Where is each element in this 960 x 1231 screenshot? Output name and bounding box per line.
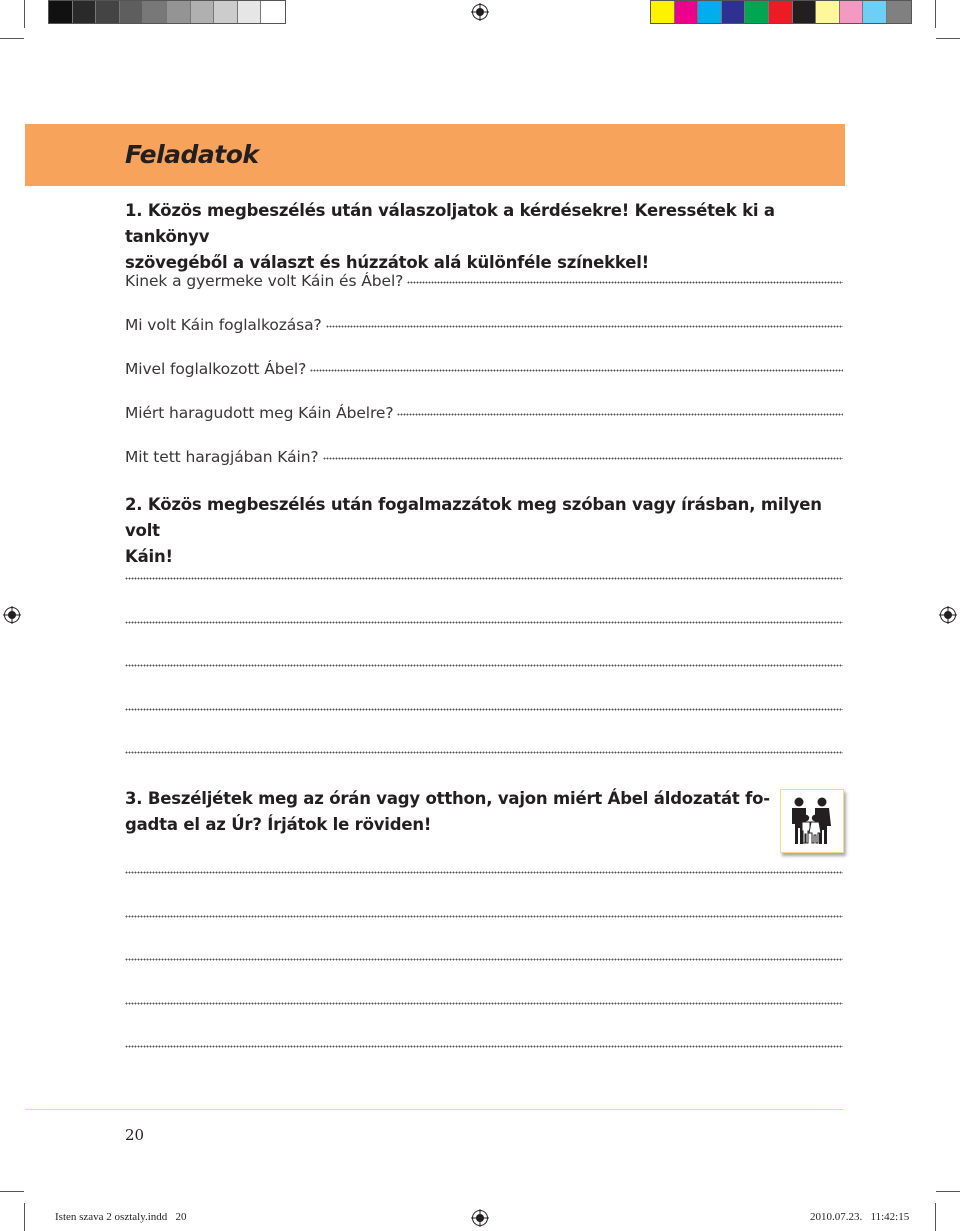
task-3-heading [125,786,775,838]
registration-mark-icon [939,606,957,624]
task-1-heading [125,198,845,276]
question-row [125,442,843,466]
color-swatch [816,1,840,23]
answer-line[interactable] [326,325,843,329]
question-row [125,266,843,290]
color-swatch [143,1,167,23]
color-swatch [675,1,699,23]
question-text: Kinek a gyermeke volt Káin és Ábel? [125,272,404,290]
color-swatch [840,1,864,23]
color-swatch [722,1,746,23]
question-text: Mit tett haragjában Káin? [125,448,319,466]
color-swatch [49,1,73,23]
slug-filename: Isten szava 2 osztaly.indd 20 [55,1211,187,1223]
color-bar-process [650,0,912,24]
color-swatch [191,1,215,23]
answer-line[interactable] [125,577,843,580]
answer-line[interactable] [125,915,843,918]
color-swatch [793,1,817,23]
answer-line[interactable] [407,281,843,285]
answer-line[interactable] [125,1002,843,1005]
crop-mark [0,38,24,39]
color-swatch [214,1,238,23]
registration-mark-icon [471,3,489,21]
answer-line[interactable] [323,457,843,461]
task-2-heading-line: 2. Közös megbeszélés után fogalmazzátok meg szóban vagy írásban, milyen volt [125,495,822,540]
answer-line[interactable] [125,664,843,667]
color-swatch [651,1,675,23]
color-swatch [261,1,285,23]
color-swatch [167,1,191,23]
registration-mark-icon [471,1209,489,1227]
answer-line[interactable] [125,1045,843,1048]
family-icon [780,789,844,853]
question-text: Miért haragudott meg Káin Ábelre? [125,404,394,422]
color-swatch [96,1,120,23]
page-number: 20 [125,1126,145,1144]
task-1-heading-line: szövegéből a választ és húzzátok alá különféle színekkel! [125,253,649,272]
crop-mark [936,1191,960,1192]
task-3-heading-line: 3. Beszéljétek meg az órán vagy otthon, vajon miért Ábel áldozatát fo- [125,789,770,808]
task-2-heading [125,492,845,570]
color-swatch [745,1,769,23]
crop-mark [935,0,936,28]
crop-mark [935,1203,936,1231]
task-3-heading-line: gadta el az Úr? Írjátok le röviden! [125,815,432,834]
task-2-heading-line: Káin! [125,547,173,566]
color-swatch [887,1,911,23]
crop-mark [936,38,960,39]
color-swatch [863,1,887,23]
answer-line[interactable] [125,751,843,754]
crop-mark [24,0,25,28]
color-bar-grayscale [48,0,286,24]
question-row [125,354,843,378]
answer-line[interactable] [125,871,843,874]
answer-line[interactable] [125,958,843,961]
color-swatch [120,1,144,23]
crop-mark [0,1191,24,1192]
answer-line[interactable] [125,621,843,624]
header-band [25,124,845,186]
answer-line[interactable] [125,708,843,711]
color-swatch [73,1,97,23]
question-text: Mi volt Káin foglalkozása? [125,316,322,334]
question-row [125,398,843,422]
question-row [125,310,843,334]
crop-mark [24,1203,25,1231]
slug-timestamp: 2010.07.23. 11:42:15 [810,1211,910,1223]
color-swatch [769,1,793,23]
task-1-heading-line: 1. Közös megbeszélés után válaszoljatok a kérdésekre! Keressétek ki a tankönyv [125,201,775,246]
color-swatch [698,1,722,23]
answer-line[interactable] [310,369,843,373]
footer-rule [25,1109,843,1110]
answer-line[interactable] [397,413,843,417]
registration-mark-icon [3,606,21,624]
page-title: Feladatok [125,140,259,169]
question-text: Mivel foglalkozott Ábel? [125,360,307,378]
color-swatch [238,1,262,23]
